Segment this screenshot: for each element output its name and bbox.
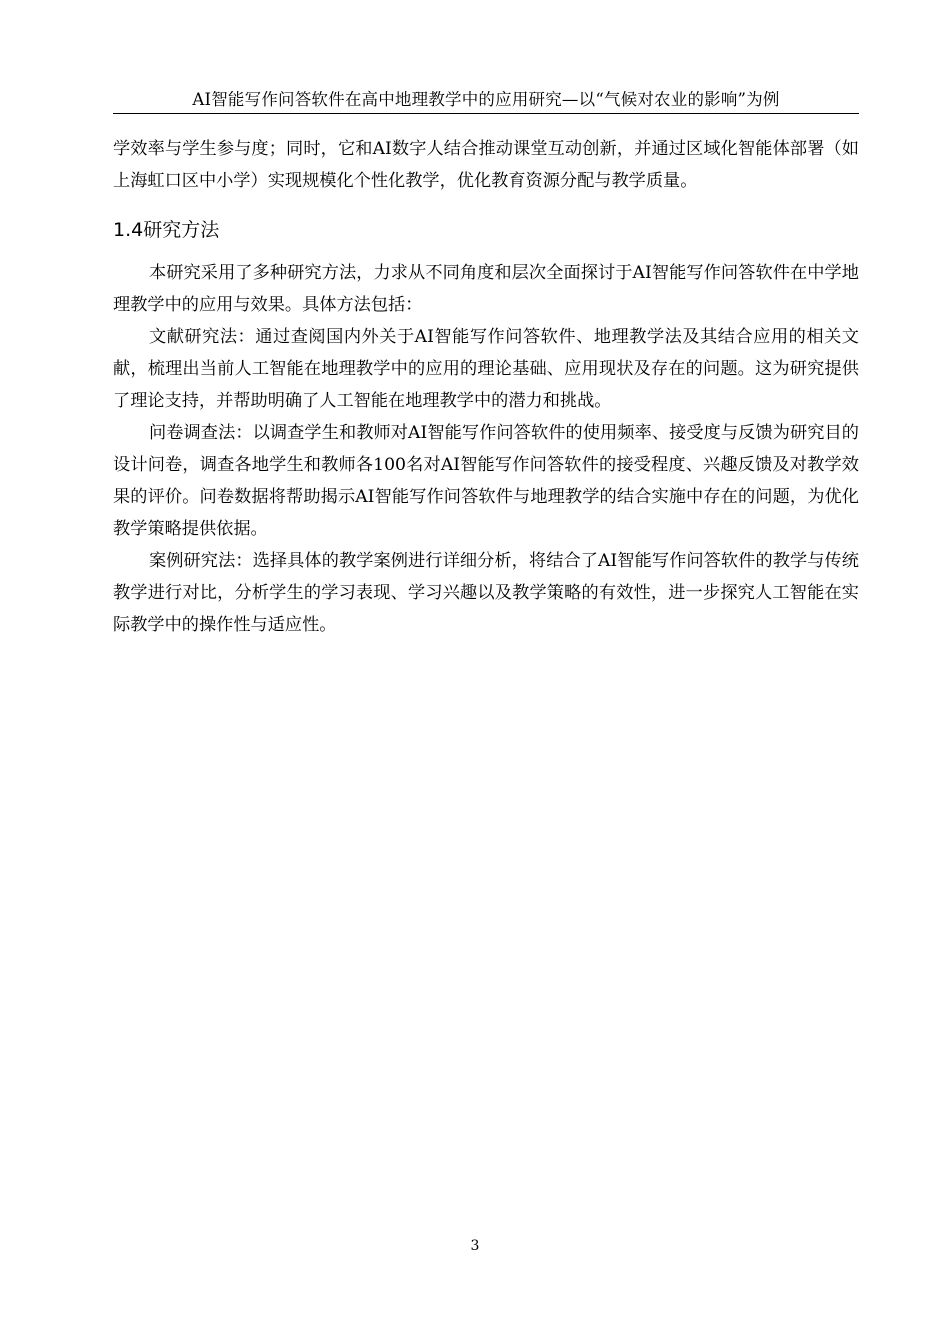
case-study-method-paragraph: 案例研究法：选择具体的教学案例进行详细分析，将结合了AI智能写作问答软件的教学与传统教学进行对比，分析学生的学习表现、学习兴趣以及教学策略的有效性，进一步探究人工智能在实际教学中的操作性与适应性。 — [113, 551, 859, 635]
section-heading: 1.4研究方法 — [113, 219, 220, 241]
continued-paragraph: 学效率与学生参与度；同时，它和AI数字人结合推动课堂互动创新，并通过区域化智能体部署（如上海虹口区中小学）实现规模化个性化教学，优化教育资源分配与教学质量。 — [113, 139, 859, 191]
running-header: AI智能写作问答软件在高中地理教学中的应用研究—以“气候对农业的影响”为例 — [113, 86, 859, 114]
literature-method-paragraph: 文献研究法：通过查阅国内外关于AI智能写作问答软件、地理教学法及其结合应用的相关文献，梳理出当前人工智能在地理教学中的应用的理论基础、应用现状及存在的问题。这为研究提供了理论支持，并帮助明确了人工智能在地理教学中的潜力和挑战。 — [113, 327, 859, 411]
survey-method-paragraph: 问卷调查法：以调查学生和教师对AI智能写作问答软件的使用频率、接受度与反馈为研究目的设计问卷，调查各地学生和教师各100名对AI智能写作问答软件的接受程度、兴趣反馈及对教学效果的评价。问卷数据将帮助揭示AI智能写作问答软件与地理教学的结合实施中存在的问题，为优化教学策略提供依据。 — [113, 423, 859, 539]
main-content — [113, 133, 859, 641]
intro-paragraph: 本研究采用了多种研究方法，力求从不同角度和层次全面探讨于AI智能写作问答软件在中学地理教学中的应用与效果。具体方法包括： — [113, 263, 859, 315]
page-number: 3 — [470, 1238, 480, 1254]
